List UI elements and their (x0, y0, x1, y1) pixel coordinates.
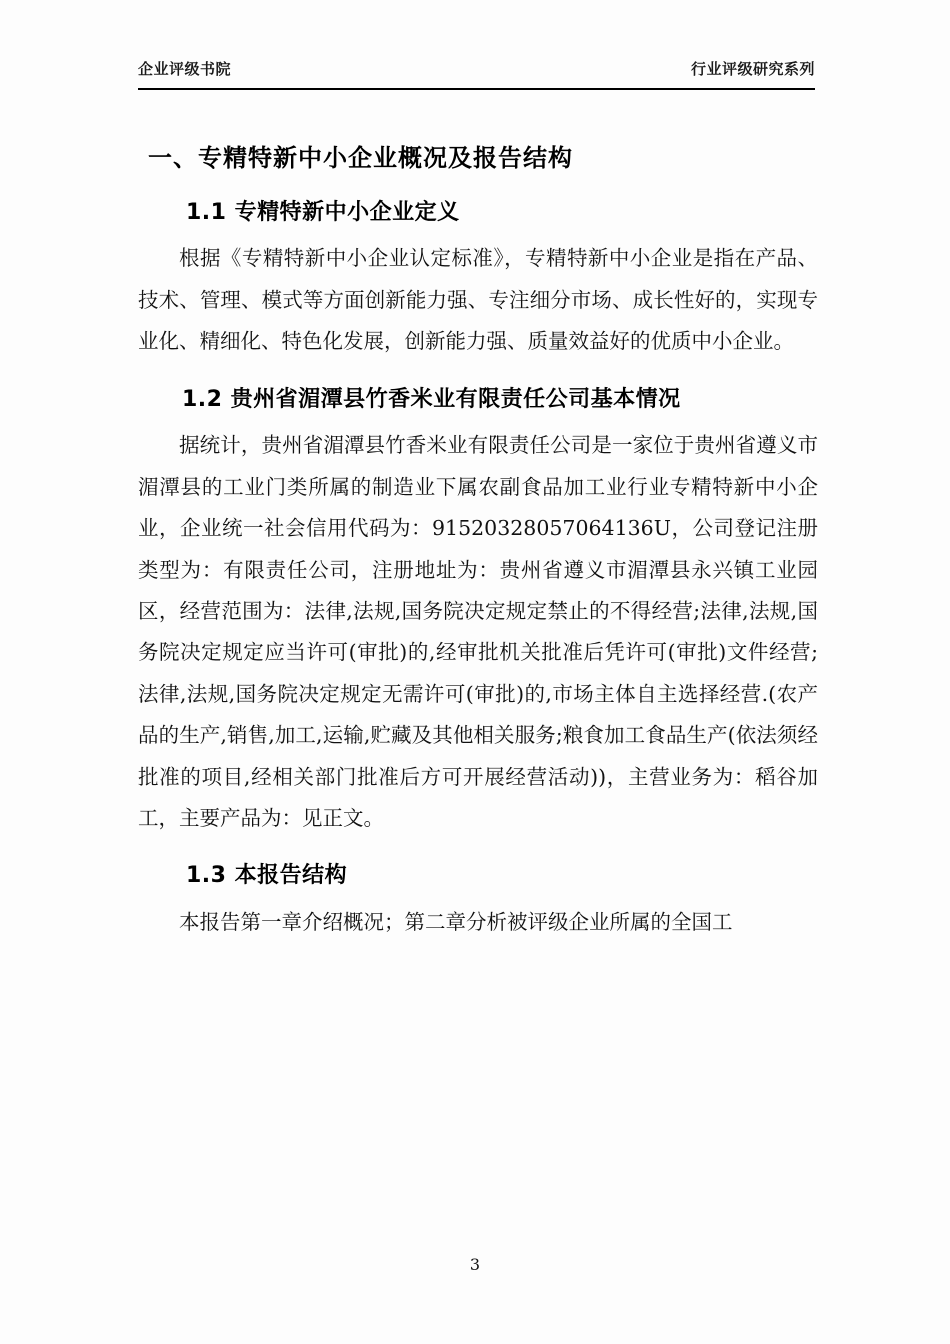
section-heading-1-3: 1.3 本报告结构 (186, 863, 348, 889)
chapter-title: 一、专精特新中小企业概况及报告结构 (148, 144, 573, 172)
section-heading-1-2: 1.2 贵州省湄潭县竹香米业有限责任公司基本情况 (182, 386, 681, 412)
page-number: 3 (469, 1255, 481, 1274)
section-paragraph-1-2: 据统计，贵州省湄潭县竹香米业有限责任公司是一家位于贵州省遵义市湄潭县的工业门类所属的制造业下属农副食品加工业行业专精特新中小企业，企业统一社会信用代码为：91520328057064136U，公司登记注册类型为：有限责任公司，注册地址为：贵州省遵义市湄潭县永兴镇工业园区，经营范围为：法律,法规,国务院决定规定禁止的不得经营;法律,法规,国务院决定规定应当许可(审批)的,经审批机关批准后凭许可(审批)文件经营;法律,法规,国务院决定规定无需许可(审批)的,市场主体自主选择经营.(农产品的生产,销售,加工,运输,贮藏及其他相关服务;粮食加工食品生产(依法须经批准的项目,经相关部门批准后方可开展经营活动))，主营业务为：稻谷加工，主要产品为：见正文。 (138, 433, 818, 831)
header-divider (138, 88, 815, 90)
section-paragraph-1-1: 根据《专精特新中小企业认定标准》，专精特新中小企业是指在产品、技术、管理、模式等方面创新能力强、专注细分市场、成长性好的，实现专业化、精细化、特色化发展，创新能力强、质量效益好的优质中小企业。 (138, 246, 818, 354)
header-left-text: 企业评级书院 (138, 60, 232, 78)
section-paragraph-1-3: 本报告第一章介绍概况；第二章分析被评级企业所属的全国工 (179, 910, 733, 935)
header-right-text: 行业评级研究系列 (690, 60, 815, 78)
section-heading-1-1: 1.1 专精特新中小企业定义 (186, 199, 460, 225)
document-body (138, 120, 818, 954)
page-header (138, 58, 815, 79)
